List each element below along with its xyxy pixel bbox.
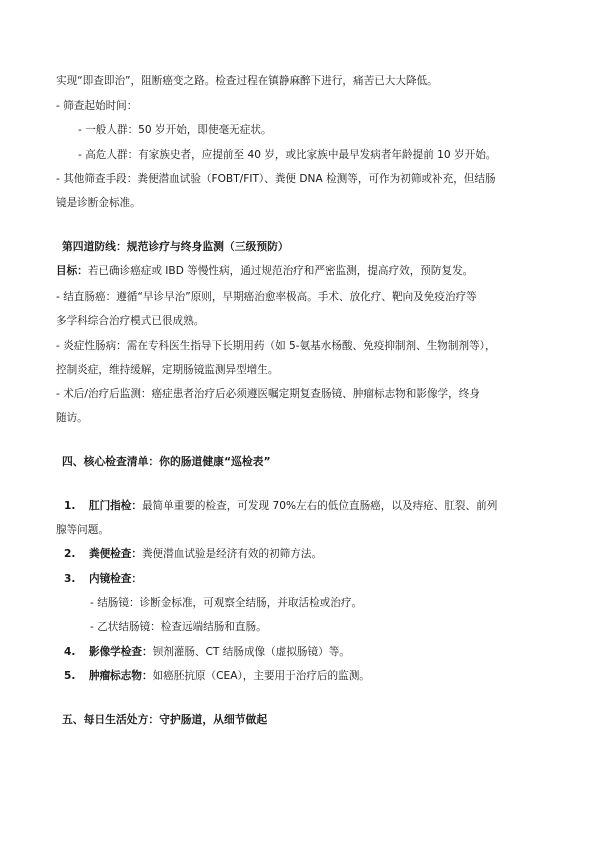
list-number: 1.	[64, 500, 76, 512]
list-number: 5.	[64, 670, 76, 682]
item-label: 肿瘤标志物：	[89, 670, 153, 682]
list-item-continuation: 随访。	[56, 412, 88, 424]
list-item: - 其他筛查手段：粪便潜血试验（FOBT/FIT）、粪便 DNA 检测等，可作为初筛或补充，但结肠	[56, 173, 496, 185]
list-item-continuation: 多学科综合治疗模式已很成熟。	[56, 315, 205, 327]
list-item-continuation: 镜是诊断金标准。	[56, 197, 141, 209]
list-item: - 一般人群：50 岁开始，即使毫无症状。	[78, 124, 272, 136]
item-text: 粪便潜血试验是经济有效的初筛方法。	[141, 548, 323, 560]
list-number: 2.	[64, 548, 76, 560]
list-number: 4.	[64, 646, 76, 658]
list-item: - 炎症性肠病：需在专科医生指导下长期用药（如 5-氨基水杨酸、免疫抑制剂、生物制剂等），	[56, 340, 496, 352]
item-text: 最简单重要的检查，可发现 70%左右的低位直肠癌，以及痔疮、肛裂、前列	[141, 500, 498, 512]
section-heading: 第四道防线：规范诊疗与终身监测（三级预防）	[62, 240, 289, 253]
list-item: - 高危人群：有家族史者，应提前至 40 岁，或比家族中最早发病者年龄提前 10 岁开始。	[78, 149, 497, 161]
item-label: 影像学检查：	[89, 646, 153, 658]
list-number: 3.	[64, 573, 76, 585]
section-heading: 四、核心检查清单：你的肠道健康“巡检表”	[62, 455, 271, 468]
goal-line	[56, 264, 473, 278]
checklist-item	[89, 669, 370, 683]
checklist-item	[89, 499, 497, 513]
sub-item: - 结肠镜：诊断金标准，可观察全结肠，并取活检或治疗。	[90, 597, 363, 609]
checklist-item-continuation: 腺等问题。	[56, 524, 109, 536]
section-heading: 五、每日生活处方：守护肠道，从细节做起	[62, 713, 268, 726]
checklist-item	[89, 547, 322, 561]
list-item-continuation: 控制炎症，维持缓解，定期肠镜监测异型增生。	[56, 364, 279, 376]
paragraph-line: 实现“即查即治”，阻断癌变之路。检查过程在镇静麻醉下进行，痛苦已大大降低。	[56, 75, 438, 87]
item-label: 粪便检查：	[89, 548, 142, 560]
item-text: 如癌胚抗原（CEA），主要用于治疗后的监测。	[152, 670, 370, 682]
item-label: 内镜检查：	[89, 573, 142, 585]
item-label: 肛门指检：	[89, 500, 142, 512]
list-item: - 术后/治疗后监测：癌症患者治疗后必须遵医嘱定期复查肠镜、肿瘤标志物和影像学，终身	[56, 388, 480, 400]
list-item: - 结直肠癌：遵循“早诊早治”原则，早期癌治愈率极高。手术、放化疗、靶向及免疫治疗等	[56, 291, 477, 303]
goal-text: 若已确诊癌症或 IBD 等慢性病，通过规范治疗和严密监测，提高疗效，预防复发。	[87, 265, 474, 277]
item-text: 钡剂灌肠、CT 结肠成像（虚拟肠镜）等。	[152, 646, 350, 658]
checklist-item	[89, 645, 350, 659]
checklist-item	[89, 572, 142, 586]
goal-label: 目标：	[56, 265, 88, 277]
sub-item: - 乙状结肠镜：检查远端结肠和直肠。	[90, 621, 267, 633]
list-label: - 筛查起始时间：	[56, 100, 138, 112]
